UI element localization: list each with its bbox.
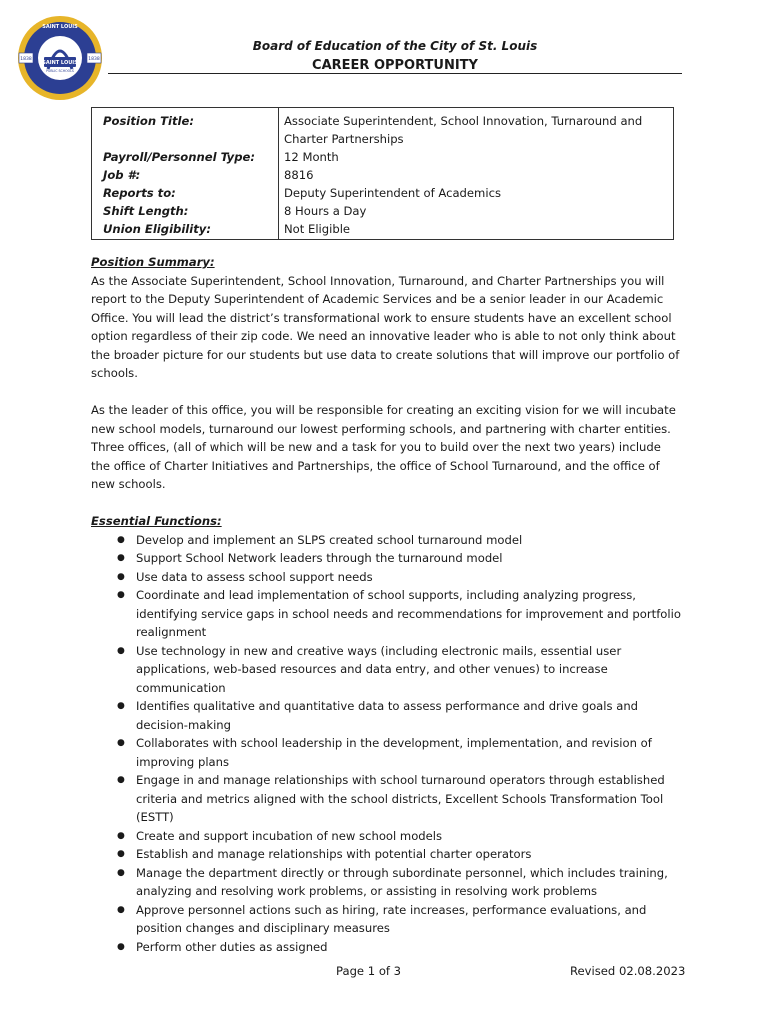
bullet-icon: ● — [117, 849, 125, 859]
bullet-icon: ● — [117, 941, 125, 952]
table-row — [92, 108, 673, 148]
svg-text:PUBLIC SCHOOLS: PUBLIC SCHOOLS — [46, 69, 74, 73]
list-item: ● Develop and implement an SLPS created school turnaround model — [91, 531, 681, 550]
document-header — [108, 38, 682, 75]
position-title-value: Associate Superintendent, School Innovation, Turnaround and Charter Partnerships — [284, 114, 643, 146]
list-item: ● Engage in and manage relationships with school turnaround operators through established criteria and metrics aligned with the school districts, Excellent Schools Transformation Tool (ESTT) — [117, 773, 665, 824]
bullet-icon: ● — [117, 645, 125, 656]
summary-paragraph-2: As the leader of this office, you will be responsible for creating an exciting vision for we will incubate new school models, turnaround our lowest performing schools, and partnering with charter entities. Three offices, (all of which will be new and a task for you to build over the next two years) include the office of Charter Initiatives and Partnerships, the office of School Turnaround, and the office of new schools. — [91, 403, 676, 491]
bullet-icon: ● — [117, 571, 125, 582]
list-item: ● Support School Network leaders through the turnaround model — [91, 549, 681, 568]
bullet-icon: ● — [117, 553, 125, 563]
organization-name: Board of Education of the City of St. Louis — [252, 39, 538, 53]
shift-length-label: Shift Length: — [92, 202, 279, 220]
position-title-label: Position Title: — [92, 108, 279, 148]
payroll-type-value: 12 Month — [284, 150, 339, 164]
list-item: ● Identifies qualitative and quantitative data to assess performance and drive goals and decision-making — [117, 699, 639, 732]
svg-text:SAINT LOUIS: SAINT LOUIS — [42, 60, 78, 66]
bullet-icon: ● — [117, 701, 125, 711]
union-eligibility-value: Not Eligible — [284, 222, 351, 236]
slps-seal-logo — [17, 15, 103, 101]
bullet-icon: ● — [117, 534, 125, 545]
table-row — [92, 148, 673, 166]
header-divider — [108, 73, 682, 74]
list-item: ● Approve personnel actions such as hiring, rate increases, performance evaluations, and position changes and disciplinary measures — [117, 902, 647, 935]
position-info-table — [91, 107, 674, 240]
svg-text:1838: 1838 — [88, 57, 100, 62]
table-row — [92, 166, 673, 184]
job-number-label: Job #: — [92, 166, 279, 184]
list-item: ● Use technology in new and creative ways (including electronic mails, essential user applications, web-based resources and data entry, and other venues) to increase communication — [117, 643, 622, 695]
revision-date: Revised 02.08.2023 — [570, 964, 686, 978]
summary-paragraph-1: As the Associate Superintendent, School Innovation, Turnaround, and Charter Partnerships you will report to the Deputy Superintendent of Academic Services and be a senior leader in our Academic Office. You will lead the district’s transformational work to ensure students have an excellent school option regardless of their zip code. We need an innovative leader who is able to not only think about the broader picture for our students but use data to create solutions that will improve our portfolio of schools. — [91, 273, 680, 380]
table-row — [92, 202, 673, 220]
bullet-icon: ● — [117, 738, 125, 748]
table-row — [92, 220, 673, 239]
shift-length-value: 8 Hours a Day — [284, 204, 367, 218]
essential-functions-list — [91, 531, 681, 957]
reports-to-value: Deputy Superintendent of Academics — [284, 186, 501, 200]
page-number: Page 1 of 3 — [336, 964, 402, 978]
document-title: CAREER OPPORTUNITY — [312, 58, 478, 73]
list-item: ● Create and support incubation of new school models — [91, 827, 681, 846]
bullet-icon: ● — [117, 904, 125, 915]
svg-text:1838: 1838 — [20, 57, 32, 62]
list-item: ● Perform other duties as assigned — [91, 938, 681, 957]
bullet-icon: ● — [117, 775, 125, 785]
list-item: ● Coordinate and lead implementation of school supports, including analyzing progress, identifying service gaps in school needs and recommendations for improvement and portfolio realignment — [117, 588, 681, 639]
list-item: ● Use data to assess school support needs — [91, 568, 681, 587]
bullet-icon: ● — [117, 590, 125, 600]
position-summary-heading: Position Summary: — [91, 255, 215, 269]
list-item: ● Establish and manage relationships with potential charter operators — [91, 845, 681, 864]
bullet-icon: ● — [117, 867, 125, 878]
job-number-value: 8816 — [284, 168, 314, 182]
svg-text:SAINT LOUIS: SAINT LOUIS — [42, 24, 78, 30]
table-row — [92, 184, 673, 202]
list-item: ● Manage the department directly or through subordinate personnel, which includes training, analyzing and resolving work problems, or assisting in resolving work problems — [117, 865, 668, 898]
essential-functions-heading: Essential Functions: — [91, 514, 222, 528]
bullet-icon: ● — [117, 830, 125, 841]
document-body — [91, 253, 681, 956]
union-eligibility-label: Union Eligibility: — [92, 220, 279, 239]
list-item: ● Collaborates with school leadership in the development, implementation, and revision of improving plans — [117, 736, 652, 769]
payroll-type-label: Payroll/Personnel Type: — [92, 148, 279, 166]
reports-to-label: Reports to: — [92, 184, 279, 202]
